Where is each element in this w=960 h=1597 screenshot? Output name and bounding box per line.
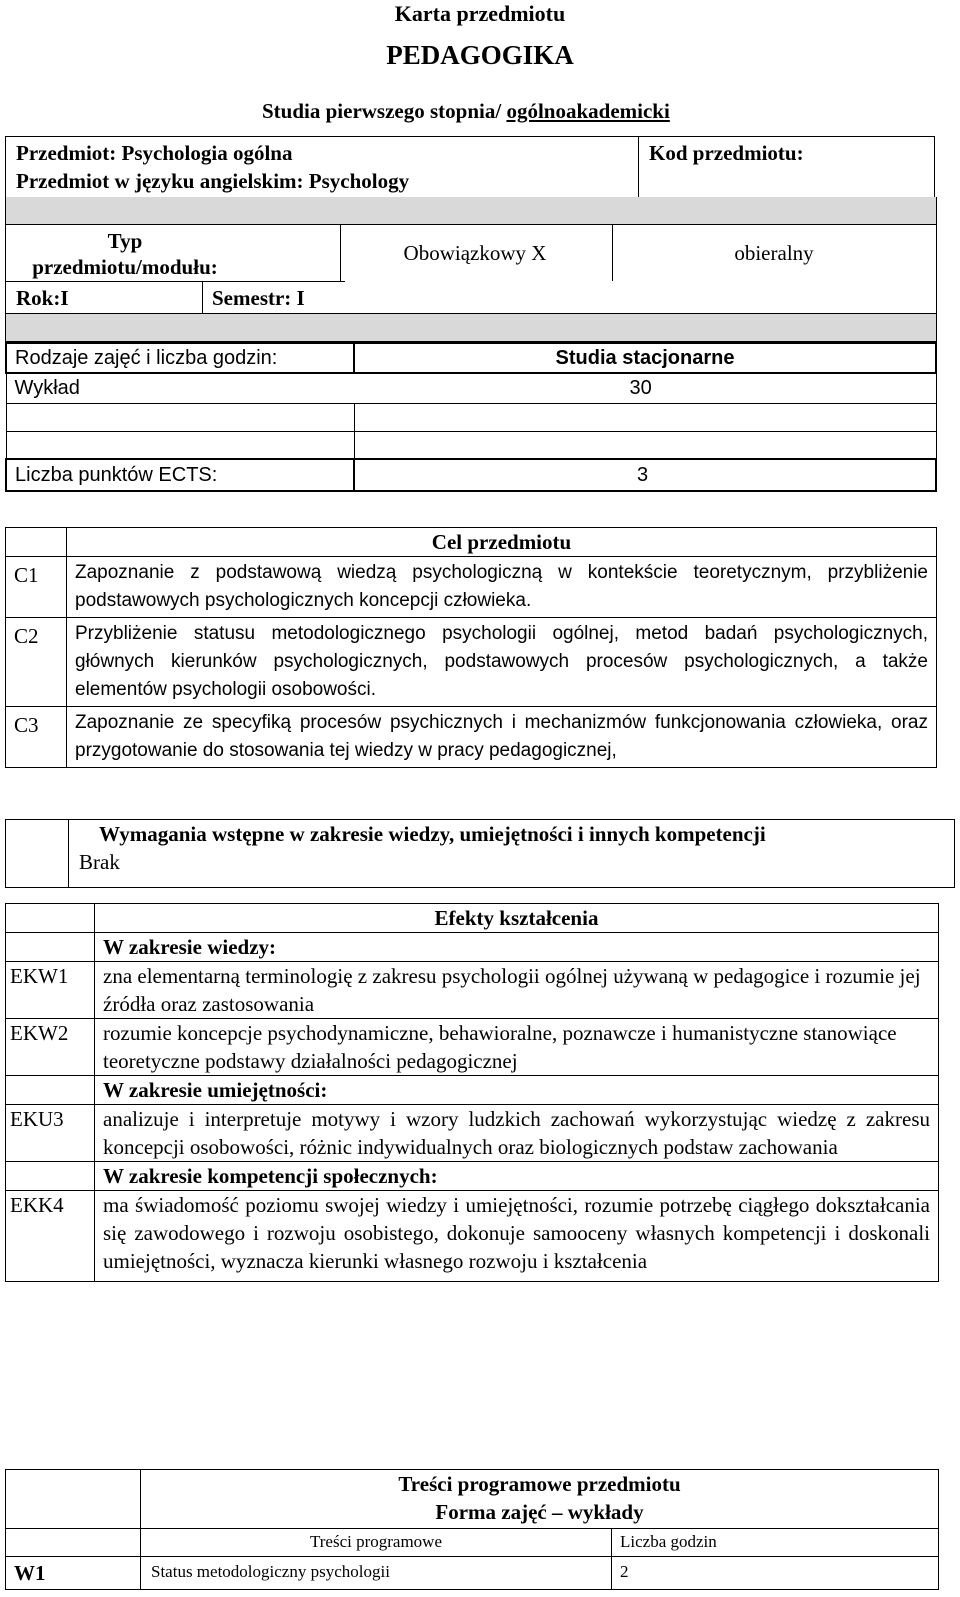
hours-table (5, 342, 937, 492)
subject-name-en: Przedmiot w języku angielskim: Psychology (16, 169, 410, 193)
semester-label: Semestr: I (212, 286, 305, 310)
outcome-text: rozumie koncepcje psychodynamiczne, behawioralne, poznawcze i humanistyczne stanowiące teoretyczne podstawy działalności pedagogicznej (95, 1019, 939, 1076)
outcome-text: ma świadomość poziomu swojej wiedzy i umiejętności, rozumie potrzebę ciągłego dokształcania się zawodowego i rozwoju osobistego, dokonuje samooceny własnych kompetencji i doskonali umiejętności, wyznacza kierunki własnego rozwoju i kształcenia (95, 1191, 939, 1282)
study-level-prefix: Studia pierwszego stopnia/ (262, 99, 507, 123)
goals-corner (6, 528, 67, 557)
lecture-row (6, 373, 936, 403)
study-profile: ogólnoakademicki (506, 99, 670, 123)
divider (5, 281, 345, 282)
elective-label: obieralny (734, 241, 814, 265)
social-label: W zakresie kompetencji społecznych: (95, 1162, 939, 1191)
program-form: Forma zajęć – wykłady (141, 1498, 939, 1528)
goal-code: C3 (6, 707, 67, 768)
empty-cell (354, 431, 936, 459)
ects-value: 3 (637, 464, 649, 486)
hours-label-cell (6, 343, 354, 373)
code-cell (639, 137, 935, 198)
outcome-text: analizuje i interpretuje motywy i wzory ludzkich zachowań wykorzystując wiedzę z zakresu koncepcji osobowości, różnic indywidualnych oraz biologicznych podstaw zachowania (95, 1105, 939, 1162)
document-label: Karta przedmiotu (394, 1, 566, 26)
knowledge-label: W zakresie wiedzy: (95, 933, 939, 962)
empty-cell (6, 431, 354, 459)
divider (202, 281, 203, 313)
subject-table (5, 136, 935, 198)
prerequisites-cell (69, 820, 955, 888)
goals-table (5, 527, 937, 768)
col-content-header: Treści programowe (141, 1528, 612, 1556)
outcomes-table (5, 903, 939, 1282)
ects-label: Liczba punktów ECTS: (15, 464, 218, 486)
ects-label-cell (6, 459, 354, 491)
program-title (0, 38, 960, 72)
program-row-hours: 2 (612, 1556, 939, 1589)
prerequisites-title: Wymagania wstępne w zakresie wiedzy, umiejętności i innych kompetencji (99, 822, 766, 846)
goal-code: C2 (6, 618, 67, 707)
prerequisites-value: Brak (79, 850, 120, 874)
empty-cell (6, 933, 95, 962)
outcome-code: EKU3 (6, 1105, 95, 1162)
outcome-code: EKW2 (6, 1019, 95, 1076)
outcome-code: EKK4 (6, 1191, 95, 1282)
lecture-label: Wykład (14, 377, 80, 399)
ects-value-cell (354, 459, 936, 491)
type-label: Typ przedmiotu/modułu: (32, 229, 218, 279)
prerequisites-table (5, 819, 955, 888)
hours-label: Rodzaje zajęć i liczba godzin: (15, 347, 278, 369)
program-name: PEDAGOGIKA (386, 40, 574, 70)
program-title: Treści programowe przedmiotu (141, 1470, 939, 1499)
mode-cell (354, 343, 936, 373)
empty-cell (6, 1162, 95, 1191)
empty-cell (354, 403, 936, 431)
subject-name: Przedmiot: Psychologia ogólna (16, 141, 293, 165)
lecture-hours: 30 (629, 377, 652, 399)
program-corner (6, 1470, 141, 1499)
outcome-text: zna elementarną terminologię z zakresu psychologii ogólnej używaną w pedagogice i rozumie jej źródła oraz zastosowania (95, 962, 939, 1019)
mandatory-label: Obowiązkowy X (403, 241, 547, 265)
empty-cell (6, 1076, 95, 1105)
goal-code: C1 (6, 557, 67, 618)
grey-separator-2 (5, 313, 937, 342)
empty-cell (6, 403, 354, 431)
outcome-code: EKW1 (6, 962, 95, 1019)
empty-cell (6, 1528, 141, 1556)
subject-cell (6, 137, 639, 198)
year-label: Rok:I (16, 286, 69, 310)
goals-title: Cel przedmiotu (67, 528, 937, 557)
program-row-code: W1 (6, 1556, 141, 1589)
program-row-content: Status metodologiczny psychologii (141, 1556, 612, 1589)
col-hours-header: Liczba godzin (612, 1528, 939, 1556)
outcomes-title: Efekty kształcenia (95, 904, 939, 933)
goal-text: Zapoznanie z podstawową wiedzą psychologiczną w kontekście teoretycznym, przybliżenie podstawowych psychologicznych koncepcji człowieka. (67, 557, 937, 618)
skills-label: W zakresie umiejętności: (95, 1076, 939, 1105)
grey-separator-1 (5, 197, 937, 225)
prerequisites-corner (6, 820, 69, 888)
program-table (5, 1469, 939, 1590)
study-level (262, 97, 670, 125)
code-label: Kod przedmiotu: (649, 141, 804, 165)
program-corner (6, 1498, 141, 1528)
goal-text: Zapoznanie ze specyfiką procesów psychicznych i mechanizmów funkcjonowania człowieka, oraz przygotowanie do stosowania tej wiedzy w pracy pedagogicznej, (67, 707, 937, 768)
outcomes-corner (6, 904, 95, 933)
study-mode: Studia stacjonarne (555, 347, 735, 369)
goal-text: Przybliżenie statusu metodologicznego psychologii ogólnej, metod badań psychologicznych, głównych kierunków psychologicznych, podstawowych procesów psychologicznych, a także elementów psychologii osobowości. (67, 618, 937, 707)
